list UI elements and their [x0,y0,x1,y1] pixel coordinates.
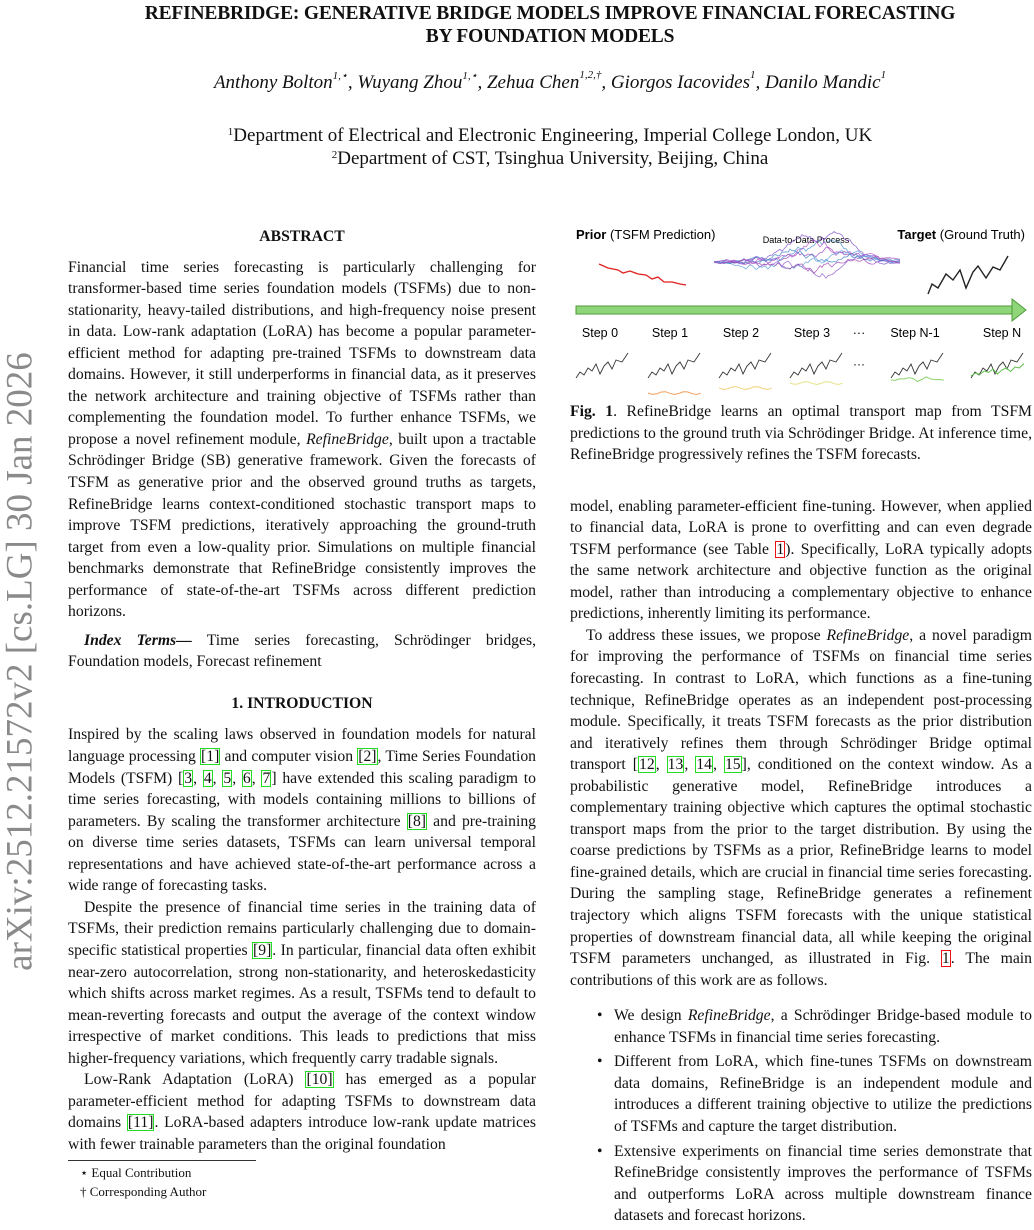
cross-reference-link[interactable]: 1 [941,950,950,968]
step-label: Step 0 [581,326,619,340]
author [610,69,756,93]
text-run: Inspired by the scaling laws observed in foundation models for natural language processing [68,726,536,766]
affiliations [60,124,1034,170]
affiliation-mark: 1 [227,126,234,138]
body-paragraph [570,625,1032,991]
step-label: ··· [852,326,866,340]
text-run: . LoRA-based adapters introduce low-rank update matrices with fewer trainable parameters than the original foundation [68,1114,536,1153]
citation-link[interactable]: [11] [127,1114,154,1132]
refined-prediction-mini [719,387,772,390]
section-heading-introduction: 1. INTRODUCTION [231,694,373,712]
text-run: Low-Rank Adaptation (LoRA) [84,1071,306,1089]
text-run: Different from LoRA, which fine-tunes TSFMs on downstream data domains, RefineBridge is an independent module and introduces a different training objective to utilize the predictions of TSFMs and capture the target distribution. [614,1053,1032,1135]
citation-link[interactable]: [1] [201,748,220,766]
step-label: Step 1 [651,326,689,340]
text-run: and pre-training on diverse time series datasets, TSFMs can learn universal temporal representations and have achieved state-of-the-art performance across a wide range of forecasting tasks. [68,812,537,895]
author-name: Anthony Bolton [213,72,333,93]
text-run: , [655,756,667,774]
text-run: , built upon a tractable Schrödinger Bridge (SB) generative framework. Given the forecasts of TSFM as generative prior and the observed ground truths as targets, RefineBridge learns context-conditioned stochastic transport maps to improve TSFM predictions, iteratively approaching the ground-truth target from even a low-quality prior. Simulations on multiple financial benchmarks demonstrate that RefineBridge consistently improves the performance of state-of-the-art TSFMs across different prediction horizons. [68,430,536,621]
text-run: model, enabling parameter-efficient fine-tuning. However, when applied to financial data, LoRA is prone to overfitting and can even degrade TSFM performance (see Table [570,497,1032,558]
text-run: ] have extended this scaling paradigm to time series forecasting, with models containing millions to billions of parameters. By scaling the transformer architecture [68,769,536,830]
title-line: REFINEBRIDGE: GENERATIVE BRIDGE MODELS IMPROVE FINANCIAL FORECASTING [144,3,956,24]
target-series [928,256,1008,294]
author-affiliation-mark: 1,2,† [579,69,602,81]
italic-term: RefineBridge [687,1007,771,1025]
index-terms-text: Time series forecasting, Schrödinger bridges, Foundation models, Forecast refinement [68,631,536,671]
text-run: Extensive experiments on financial time series demonstrate that RefineBridge consistently improves the performance of TSFMs and outperforms LoRA across multiple downstream finance datasets and forecast horizons. [614,1142,1032,1225]
arxiv-identifier: arXiv:2512.21572v2 [cs.LG] 30 Jan 2026 [0,352,41,971]
ground-truth-mini [648,353,700,378]
citation-link[interactable]: [2] [358,748,377,766]
citation-link[interactable]: 7 [262,769,271,787]
affiliation [60,124,1034,147]
affiliation-text: Department of CST, Tsinghua University, Beijing, China [337,148,769,169]
affiliation-mark: 2 [331,149,338,161]
text-run: Despite the presence of financial time series in the training data of TSFMs, their prediction remains particularly challenging due to domain-specific statistical properties [68,898,536,959]
author-name: Giorgos Iacovides [610,72,750,93]
text-run: , [684,756,696,774]
caption-text: . RefineBridge learns an optimal transport map from TSFM predictions to the ground truth via Schrödinger Bridge. At inference time, RefineBridge progressively refines the TSFM forecasts. [570,403,1032,464]
citation-link[interactable]: 15 [724,756,741,774]
step-label: Step 3 [793,326,831,340]
text-run: , Time Series Foundation Models (TSFM) [ [68,748,537,787]
text-run: ). Specifically, LoRA typically adopts the same network architecture and objective function as the original model, rather than introducing a complementary objective to enhance predictions, inherently limiting its performance. [570,540,1032,623]
citation-link[interactable]: 4 [203,769,212,787]
progress-arrow [576,299,1026,321]
text-run: We design [614,1007,688,1025]
abstract-heading: ABSTRACT [259,228,345,245]
text-run: , a Schrödinger Bridge-based module to enhance TSFMs in financial time series forecasting. [614,1007,1032,1046]
refined-prediction-mini [891,377,944,382]
citation-link[interactable]: 5 [223,769,232,787]
figure-1-diagram [568,222,1034,397]
index-terms [68,630,536,673]
ground-truth-mini [891,353,943,378]
author [214,72,348,93]
text-run: has emerged as a popular parameter-efficient method for adapting TSFMs to downstream data domains [68,1071,536,1132]
prior-label: Prior (TSFM Prediction) [576,227,716,242]
prior-series [599,264,686,285]
author [357,72,477,93]
step-mini-plots [576,353,1024,397]
intro-paragraph [68,1069,536,1155]
footnotes [68,1160,256,1201]
text-run: . In particular, financial data often exhibit near-zero autocorrelation, strong non-stationarity, and heteroskedasticity which shifts across market regimes. As a result, TSFMs tend to default to mean-reverting forecasts and output the average of the context window irrespective of market conditions. This leads to predictions that miss higher-frequency variations, which frequently carry tradable signals. [68,941,536,1067]
text-run: , [712,756,724,774]
process-path [714,232,900,265]
author-name: Danilo Mandic [764,72,881,93]
bullet: • [597,1053,603,1071]
affiliation [60,147,1034,170]
footnote: † Corresponding Author [80,1184,207,1199]
figure-caption [570,401,1032,466]
ground-truth-mini [719,353,771,378]
author-affiliation-mark: 1 [749,69,756,81]
intro-paragraph [68,724,536,896]
step-label: Step N-1 [890,326,940,340]
affiliation-text: Department of Electrical and Electronic Engineering, Imperial College London, UK [233,125,873,146]
text-run: , [232,769,242,787]
citation-link[interactable]: [9] [253,941,272,959]
contribution-item [570,1005,1032,1048]
citation-link[interactable]: 14 [696,756,712,774]
text-run: , [251,769,262,787]
citation-link[interactable]: [8] [407,812,427,830]
citation-link[interactable]: [10] [306,1071,333,1089]
bullet: • [597,1142,603,1160]
refined-prediction-mini [648,392,701,395]
target-label: Target (Ground Truth) [897,227,1025,242]
citation-link[interactable]: 3 [184,769,193,787]
ground-truth-mini [576,353,628,378]
text-run: To address these issues, we propose [586,626,827,644]
paper-title [60,2,1034,48]
citation-link[interactable]: 12 [639,756,655,774]
italic-term: RefineBridge [306,430,389,448]
citation-link[interactable]: 13 [667,756,684,774]
refined-prediction-mini [790,382,843,385]
caption-label: Fig. 1 [570,403,614,420]
author-affiliation-mark: 1,⋆ [462,70,478,82]
text-run: ], conditioned on the context window. As a probabilistic generative model, RefineBridge introduces a complementary training objective which captures the optimal stochastic transport maps from the prior to the target distribution. By using the coarse predictions by TSFMs as a prior, RefineBridge learns to model fine-grained details, which are crucial in financial time series forecasting. During the sampling stage, RefineBridge generates a refinement trajectory which aligns TSFM forecasts with the unique statistical properties of downstream financial data, all while keeping the original TSFM parameters unchanged, as illustrated in Fig. [570,756,1033,968]
item-text [614,1053,1032,1135]
intro-paragraph [68,897,536,1069]
contribution-item [570,1141,1032,1227]
text-run: , [193,769,203,787]
author-name: Zehua Chen [486,72,580,93]
author-affiliation-mark: 1 [880,69,887,81]
text-run: , [212,769,223,787]
abstract-text [68,257,536,623]
body-paragraph [570,496,1032,625]
item-text [614,1143,1032,1225]
author-name: Wuyang Zhou [357,72,463,93]
right-column [570,401,1032,1230]
cross-reference-link[interactable]: 1 [776,540,785,558]
bullet: • [597,1007,603,1025]
footnote: ⋆ Equal Contribution [80,1165,192,1180]
ellipsis: ··· [853,357,865,371]
italic-term: RefineBridge [826,626,910,644]
step-label: Step 2 [722,326,760,340]
step-labels [582,326,1021,340]
item-text [614,1007,1032,1046]
index-terms-label: Index Terms— [84,631,192,649]
author-list: Anthony Bolton$^{1,⋆}$, Wuyang Zhou$^{1,⋆}$, Zehua Chen$^{1,2,\dagger}$, Giorgos Iacovides$^1$, Danilo Mandic$^1$ [213,69,887,93]
text-run: . The main contributions of this work are as follows. [570,950,1032,989]
author [486,69,602,93]
left-column [68,226,536,1155]
text-run: Financial time series forecasting is particularly challenging for transformer-based time series foundation models (TSFMs) due to non-stationarity, heavy-tailed distributions, and high-frequency noise present in data. Low-rank adaptation (LoRA) has become a popular parameter-efficient method for adapting pre-trained TSFMs to downstream data domains. However, it still underperforms in financial data, as it preserves the network architecture and training objective of TSFMs rather than complementing the foundation model. To further enhance TSFMs, we propose a novel refinement module, [68,258,536,448]
author-affiliation-mark: 1,⋆ [332,70,348,82]
contributions-list [570,1005,1032,1226]
step-label: Step N [982,326,1022,340]
contribution-item [570,1051,1032,1137]
footnote-rule [68,1160,256,1161]
text-run: , a novel paradigm for improving the performance of TSFMs on financial time series forecasting. In contrast to LoRA, which functions as a fine-tuning technique, RefineBridge operates as an independent post-processing module. Specifically, it treats TSFM forecasts as the prior distribution and iteratively refines them through Schrödinger Bridge optimal transport [ [570,626,1032,774]
citation-link[interactable]: 6 [242,769,251,787]
ground-truth-mini [790,353,842,378]
title-line: BY FOUNDATION MODELS [425,26,675,47]
author [764,69,887,93]
text-run: and computer vision [220,748,358,766]
process-label: Data-to-Data Process [762,235,850,245]
